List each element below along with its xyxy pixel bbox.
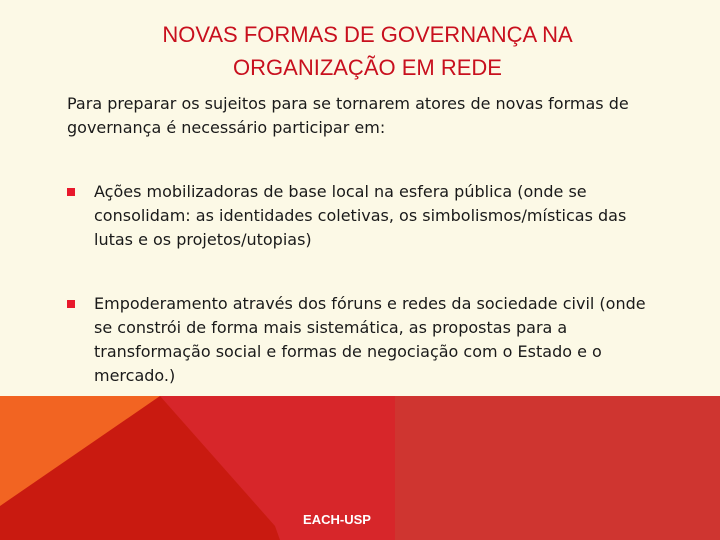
bullet-item-2-text xyxy=(94,292,684,388)
footer-label: EACH-USP xyxy=(303,512,371,527)
bullet-1-line-1: Ações mobilizadoras de base local na esfera pública (onde se xyxy=(94,182,587,201)
slide-title-line-1: NOVAS FORMAS DE GOVERNANÇA NA xyxy=(162,22,573,47)
intro-line-2: governança é necessário participar em: xyxy=(67,118,386,137)
slide-title xyxy=(80,18,655,84)
bullet-2-line-1: Empoderamento através dos fóruns e redes da sociedade civil (onde xyxy=(94,294,646,313)
bullet-item-1-text xyxy=(94,180,684,252)
bullet-2-line-3: transformação social e formas de negociação com o Estado e o xyxy=(94,342,602,361)
square-bullet-icon xyxy=(67,188,75,196)
bullet-1-line-2: consolidam: as identidades coletivas, os simbolismos/místicas das xyxy=(94,206,627,225)
bullet-2-line-4: mercado.) xyxy=(94,366,176,385)
bullet-2-line-2: se constrói de forma mais sistemática, as propostas para a xyxy=(94,318,568,337)
slide-title-line-2: ORGANIZAÇÃO EM REDE xyxy=(233,55,502,80)
bullet-1-line-3: lutas e os projetos/utopias) xyxy=(94,230,312,249)
intro-paragraph xyxy=(67,92,667,140)
square-bullet-icon xyxy=(67,300,75,308)
intro-line-1: Para preparar os sujeitos para se tornarem atores de novas formas de xyxy=(67,94,629,113)
